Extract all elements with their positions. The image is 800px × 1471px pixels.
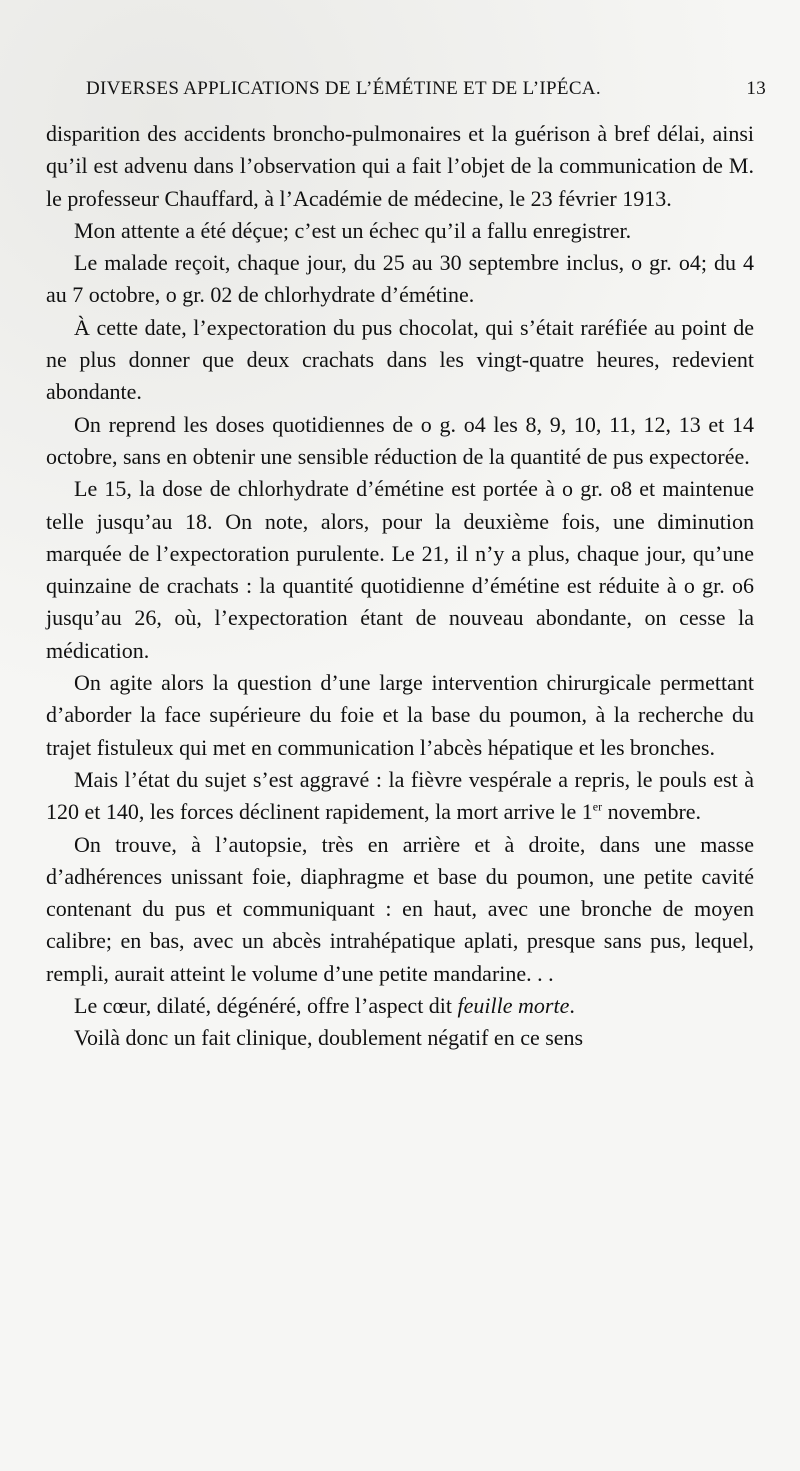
paragraph-text: novembre. (602, 799, 702, 825)
paragraph (46, 990, 754, 1022)
paragraph-text: Mais l’état du sujet s’est aggravé : la fièvre vespérale a repris, le pouls est à 120 et 140, les forces déclinent rapidement, la mort arrive le 1 (46, 766, 754, 825)
italic-term: feuille morte (457, 993, 570, 1019)
paragraph-text: . (569, 993, 575, 1019)
paragraph: On agite alors la question d’une large intervention chirurgicale permettant d’aborder la face supérieure du foie et la base du poumon, à la recherche du trajet fistuleux qui met en communication l’abcès hépatique et les bronches. (46, 670, 754, 760)
paragraph: Le malade reçoit, chaque jour, du 25 au 30 septembre inclus, o gr. o4; du 4 au 7 octobre, o gr. 02 de chlorhydrate d’émétine. (46, 250, 754, 308)
running-head: DIVERSES APPLICATIONS DE L’ÉMÉTINE ET DE L’IPÉCA. (86, 78, 601, 99)
page-number: 13 (746, 78, 766, 99)
paragraph: À cette date, l’expectoration du pus chocolat, qui s’était raréfiée au point de ne plus donner que deux crachats dans les vingt-quatre heures, redevient abondante. (46, 314, 754, 405)
paragraph-text: Le cœur, dilaté, dégénéré, offre l’aspect dit (74, 993, 458, 1019)
body-text (46, 118, 754, 1055)
ordinal-superscript: er (592, 799, 603, 814)
paragraph: Voilà donc un fait clinique, doublement négatif en ce sens (74, 1025, 584, 1051)
paragraph: disparition des accidents broncho-pulmonaires et la guérison à bref délai, ainsi qu’il est advenu dans l’observation qui a fait l’objet de la communication de M. le professeur Chauffard, à l’Académie de médecine, le 23 février 1913. (46, 121, 754, 211)
paragraph: On reprend les doses quotidiennes de o g. o4 les 8, 9, 10, 11, 12, 13 et 14 octobre, sans en obtenir une sensible réduction de la quantité de pus expectorée. (46, 411, 754, 469)
paragraph: On trouve, à l’autopsie, très en arrière et à droite, dans une masse d’adhérences unissant foie, diaphragme et base du poumon, une petite cavité contenant du pus et communiquant : en haut, avec une bronche de moyen calibre; en bas, avec un abcès intrahépatique aplati, presque sans pus, lequel, rempli, aurait atteint le volume d’une petite mandarine. . . (46, 831, 754, 986)
paragraph: Le 15, la dose de chlorhydrate d’émétine est portée à o gr. o8 et maintenue telle jusqu’au 18. On note, alors, pour la deuxième fois, une diminution marquée de l’expectoration purulente. Le 21, il n’y a plus, chaque jour, qu’une quinzaine de crachats : la quantité quotidienne d’émétine est réduite à o gr. o6 jusqu’au 26, où, l’expectoration étant de nouveau abondante, on cesse la médication. (46, 476, 754, 663)
page-header (86, 78, 766, 108)
paragraph (46, 764, 754, 829)
paragraph: Mon attente a été déçue; c’est un échec qu’il a fallu enregistrer. (74, 217, 632, 243)
